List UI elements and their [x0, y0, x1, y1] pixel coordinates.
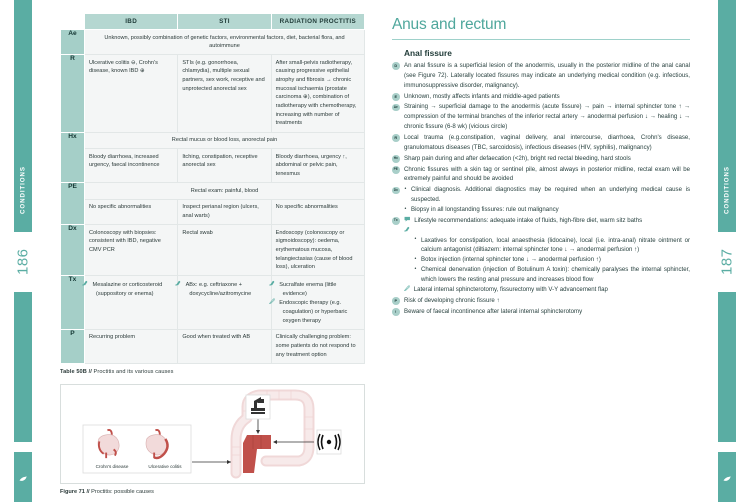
table-cell: No specific abnormalities: [85, 199, 178, 224]
table-cell-entry: Endoscopic therapy (e.g. coagulation) or hyperbaric oxygen therapy: [276, 298, 360, 325]
figure-label-uc: Ulcerative colitis: [148, 463, 182, 469]
item-badge: Hx: [392, 155, 400, 163]
figure-caption-sep: //: [86, 488, 90, 495]
table-row: [61, 276, 365, 329]
item-text: An anal fissure is a superficial lesion of the anodermis, usually in the posterior midline of the anal canal (see Figure 72). Laterally located fissures may indicate an underlying medical condition (e.g. infectious, immunosuppressive disorder, malignancy).: [404, 62, 690, 89]
right-page-rail: [718, 0, 736, 502]
item-text: Sharp pain during and after defaecation (<2h), bright red rectal bleeding, hard stools: [404, 154, 631, 162]
item-text: Straining → superficial damage to the anodermis (acute fissure) → pain → internal sphincter tone ↑ → compression of the terminal branches of the inferior rectal artery → anodermal perfusion ↓ → healing ↓ → chronic fissure (6-8 wk) (vicious circle): [404, 103, 690, 131]
table-cell: Inspect perianal region (ulcers, anal warts): [178, 199, 271, 224]
figure-label-crohn: Crohn's disease: [95, 463, 129, 469]
row-span-cell: Rectal exam: painful, blood: [85, 183, 365, 200]
treatment-group: [404, 285, 690, 295]
row-label: Tx: [61, 276, 85, 329]
figure-caption: [60, 489, 372, 495]
row-span-cell: Rectal mucus or blood loss, anorectal pain: [85, 132, 365, 149]
leaf-logo-icon: [718, 468, 736, 488]
clinical-item-list: [392, 61, 690, 316]
column-header: IBD: [85, 14, 178, 30]
row-label: Ae: [61, 30, 85, 55]
column-header: STI: [178, 14, 271, 30]
right-page-content: [392, 0, 690, 502]
figure-caption-text: Proctitis: possible causes: [91, 488, 154, 495]
table-caption-sep: //: [88, 368, 92, 375]
table-cell: Bloody diarrhoea, increased urgency, faecal incontinence: [85, 149, 178, 183]
item-text: Unknown, mostly affects infants and middle-aged patients: [404, 92, 560, 100]
table-header-row: [61, 14, 365, 30]
table-cell: STIs (e.g. gonorrhoea, chlamydia), multiple sexual partners, sex work, receptive and unprotected anorectal sex: [178, 55, 271, 132]
table-cell: Itching, constipation, receptive anorectal sex: [178, 149, 271, 183]
table-cell-entry: Sucralfate enema (little evidence): [276, 280, 360, 298]
item-badge: Dx: [392, 187, 400, 195]
item-text: Chronic fissures with a skin tag or sentinel pile, almost always in posterior midline, rectal exam will be extremely painful and should be avoided: [404, 165, 690, 183]
item-badge: P: [392, 297, 400, 305]
table-cell: After small-pelvis radiotherapy, causing progressive epithelial atrophy and fibrosis → chronic mucosal ischaemia (prostate carcinoma ⊕), combination of radiotherapy with chemotherapy, increasing with number of treatments: [271, 55, 364, 132]
row-label: Dx: [61, 225, 85, 276]
treatment-group: [404, 226, 690, 285]
scalpel-icon: [404, 285, 410, 295]
group-text: Lateral internal sphincterotomy, fissurectomy with V-Y advancement flap: [412, 285, 608, 293]
right-section-label: CONDITIONS: [723, 166, 731, 214]
microscope-icon: [246, 395, 270, 419]
list-item: [392, 216, 690, 295]
left-section-label: CONDITIONS: [19, 166, 27, 214]
table-cell: Bloody diarrhoea, urgency ↑, abdominal or pelvic pain, tenesmus: [271, 149, 364, 183]
item-badge: PE: [392, 166, 400, 174]
list-item: [392, 92, 690, 102]
table-row: [61, 329, 365, 363]
left-page-content: [60, 0, 372, 502]
table-cell: Rectal swab: [178, 225, 271, 276]
table-cell: [85, 276, 178, 329]
leaf-logo-icon: [14, 468, 32, 488]
item-badge: R: [392, 134, 400, 142]
list-item: [392, 165, 690, 185]
table-cell: No specific abnormalities: [271, 199, 364, 224]
table-cell-entry: Mesalazine or corticosteroid (suppository or enema): [89, 280, 173, 298]
table-caption-text: Proctitis and its various causes: [93, 368, 174, 375]
item-badge: E: [392, 93, 400, 101]
right-page-number: 187: [718, 248, 736, 276]
sub-item: • Laxatives for constipation, local anaesthesia (lidocaine), local (i.e. intra-anal) nitrate ointment or calcium antagonist (diltiazem: internal sphincter tone ↓ → anodermal perfusion ↑): [414, 236, 690, 256]
table-row: [61, 30, 365, 55]
table-row: [61, 55, 365, 132]
column-header: RADIATION PROCTITIS: [271, 14, 364, 30]
list-item: [392, 185, 690, 215]
list-item: [392, 296, 690, 306]
row-label: Hx: [61, 132, 85, 183]
ibd-inset: [83, 425, 191, 473]
proctitis-comparison-table: [60, 13, 365, 364]
table-caption: [60, 369, 372, 375]
list-item: [392, 61, 690, 91]
figure-caption-label: Figure 71: [60, 488, 85, 495]
table-cell: Recurring problem: [85, 329, 178, 363]
list-item: [392, 307, 690, 317]
title-divider: [392, 39, 690, 40]
row-label: P: [61, 329, 85, 363]
table-cell: [178, 276, 271, 329]
item-text: Risk of developing chronic fissure ↑: [404, 296, 500, 304]
table-caption-label: Table 50B: [60, 368, 87, 375]
table-row: [61, 199, 365, 224]
sub-item: • Chemical denervation (injection of Botulinum A toxin): chemically paralyses the internal sphincter, which lowers the resting anal pressure and increases blood flow: [414, 265, 690, 285]
rail-segment-middle: [718, 292, 736, 442]
sub-item: • Botox injection (internal sphincter tone ↓ → anodermal perfusion ↑): [414, 255, 690, 265]
treatment-group: [404, 216, 690, 226]
table-cell: Colonoscopy with biopsies: consistent with IBD, negative CMV PCR: [85, 225, 178, 276]
corner-cell: [61, 14, 85, 30]
item-badge: Tx: [392, 217, 400, 225]
table-row: [61, 149, 365, 183]
list-item: [392, 102, 690, 132]
group-text: Lifestyle recommendations: adequate intake of fluids, high-fibre diet, warm sitz baths: [412, 216, 643, 224]
table-cell: [271, 276, 364, 329]
colon-illustration: [232, 390, 313, 473]
sub-item: • Clinical diagnosis. Additional diagnostics may be required when an underlying medical cause is suspected.: [404, 185, 690, 205]
sub-list: [404, 236, 690, 285]
item-text: Beware of faecal incontinence after lateral internal sphincterotomy: [404, 307, 583, 315]
left-page-number: 186: [14, 248, 32, 276]
list-item: [392, 154, 690, 164]
proctitis-figure: [60, 384, 365, 484]
row-label: R: [61, 55, 85, 132]
item-badge: !: [392, 308, 400, 316]
left-page-rail: [14, 0, 32, 502]
radiation-icon: [317, 430, 341, 454]
item-badge: D: [392, 62, 400, 70]
table-cell: Ulcerative colitis ⊖, Crohn's disease, known IBD ⊕: [85, 55, 178, 132]
pill-icon: [404, 226, 410, 236]
table-row: [61, 225, 365, 276]
speech-bubble-icon: [404, 216, 411, 226]
row-label: PE: [61, 183, 85, 225]
table-row: [61, 183, 365, 200]
row-span-cell: Unknown, possibly combination of genetic factors, environmental factors, diet, bacterial flora, and autoimmune: [85, 30, 365, 55]
section-subtitle: Anal fissure: [404, 48, 452, 58]
item-badge: Ae: [392, 104, 400, 112]
table-cell-entry: ABx: e.g. ceftriaxone + doxycycline/azitromycine: [182, 280, 266, 298]
rail-segment-middle: [14, 292, 32, 442]
table-cell: Good when treated with AB: [178, 329, 271, 363]
sub-list: [404, 185, 690, 215]
list-item: [392, 133, 690, 153]
sub-item: • Biopsy in all longstanding fissures: rule out malignancy: [404, 205, 690, 215]
table-cell: Endoscopy (colonoscopy or sigmoidoscopy): oedema, erythematous mucosa, telangiectasias (cause of blood loss), ulceration: [271, 225, 364, 276]
page-title: Anus and rectum: [392, 16, 507, 33]
table-cell: Clinically challenging problem: some patients do not respond to any treatment option: [271, 329, 364, 363]
table-row: [61, 132, 365, 149]
item-text: Local trauma (e.g.constipation, vaginal delivery, anal intercourse, diarrhoea, Crohn's disease, granulomatous diseases (TBC, sarcoidosis), infectious diseases (HIV, syphilis), malignancy): [404, 134, 690, 151]
